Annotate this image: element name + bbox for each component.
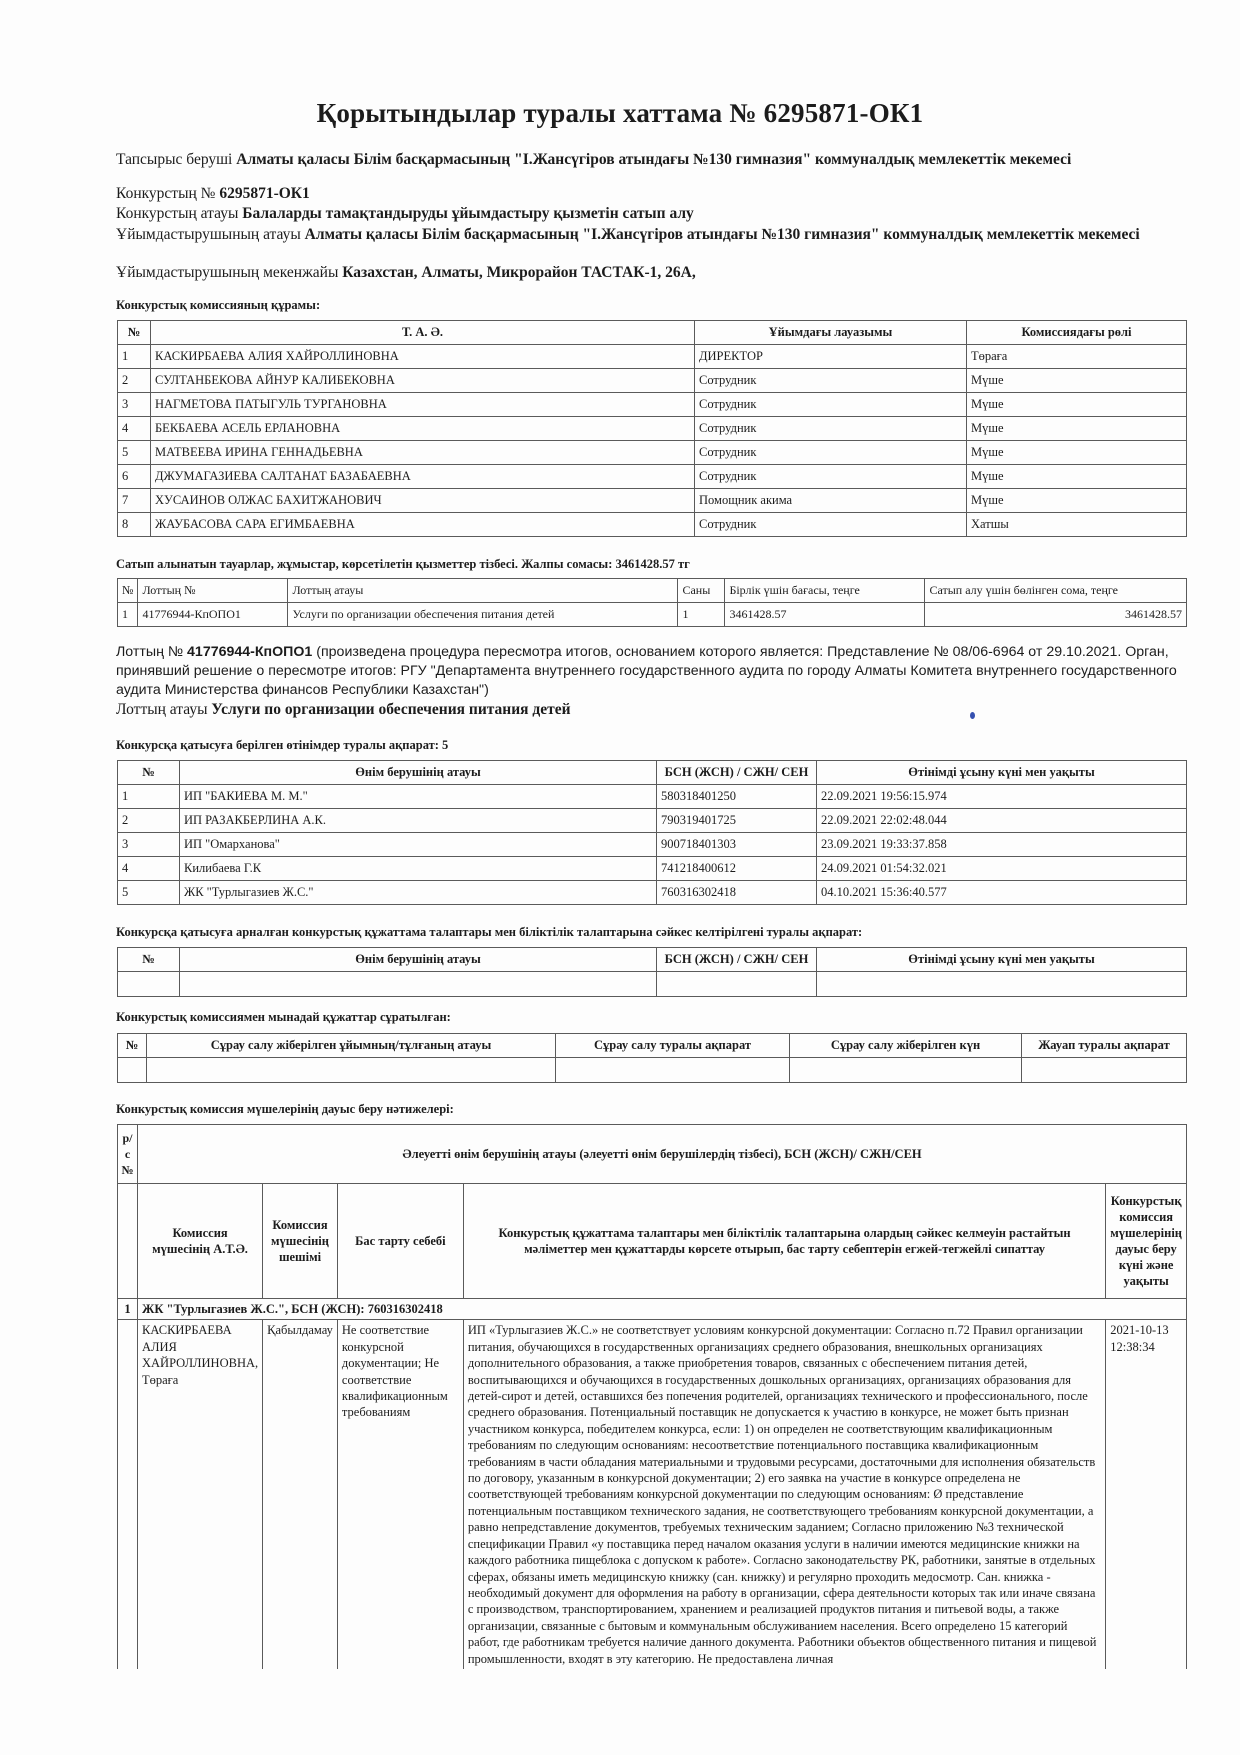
submission-datetime-header: Өтінімді ұсыну күні мен уақыты [817,761,1187,785]
commission-table [117,320,1187,537]
quantity-header: Саны [678,579,725,603]
organizer-name-value: Алматы қаласы Білім басқармасының "І.Жансүгіров атындағы №130 гимназия" коммуналдық мемлекеттік мекемесі [304,226,1140,243]
compliance-empty-row [118,972,1187,997]
vote-datetime-header: Конкурстық комиссия мүшелерінің дауыс беру күні және уақыты [1106,1184,1187,1299]
row-number: 1 [118,785,180,809]
voting-supplier-row [118,1299,1187,1320]
contest-number-line [116,185,310,203]
table-row [118,809,1187,833]
supplier-bin: 900718401303 [657,833,817,857]
member-name: ХУСАИНОВ ОЛЖАС БАХИТЖАНОВИЧ [151,489,695,513]
empty-cell [118,972,180,997]
request-date-header: Сұрау салу жіберілген күн [790,1034,1022,1058]
member-name: ЖАУБАСОВА САРА ЕГИМБАЕВНА [151,513,695,537]
row-number: 5 [118,881,180,905]
allocated-sum: 3461428.57 [925,603,1187,627]
lot-number: 41776944-КпОПО1 [138,603,288,627]
member-name-header: Комиссия мүшесінің А.Т.Ә. [137,1184,262,1299]
submission-datetime: 22.09.2021 22:02:48.044 [817,809,1187,833]
contest-name-line [116,205,694,223]
requests-header-row [118,1034,1187,1058]
lot-info [116,643,1206,700]
member-position: ДИРЕКТОР [695,345,967,369]
organizer-name-label: Ұйымдастырушының атауы [116,226,301,243]
row-number: 3 [118,833,180,857]
supplier-name-header: Өнім берушінің атауы [180,761,657,785]
submission-datetime: 23.09.2021 19:33:37.858 [817,833,1187,857]
member-position: Сотрудник [695,513,967,537]
vote-row [118,1320,1187,1669]
position-header: Ұйымдағы лауазымы [695,321,967,345]
voting-heading: Конкурстық комиссия мүшелерінің дауыс беру нәтижелері: [116,1102,454,1116]
member-name: СУЛТАНБЕКОВА АЙНУР КАЛИБЕКОВНА [151,369,695,393]
table-row [118,857,1187,881]
member-role: Мүше [967,417,1187,441]
supplier-bin: 741218400612 [657,857,817,881]
empty-cell [118,1058,147,1083]
member-role: Хатшы [967,513,1187,537]
empty-cell [1022,1058,1187,1083]
lot-number-header: Лоттың № [138,579,288,603]
member-position: Помощник акима [695,489,967,513]
vote-datetime: 2021-10-13 12:38:34 [1106,1320,1187,1669]
customer-value: Алматы қаласы Білім басқармасының "І.Жансүгіров атындағы №130 гимназия" коммуналдық мемлекеттік мекемесі [236,151,1072,168]
table-row [118,881,1187,905]
member-position: Сотрудник [695,465,967,489]
table-row [118,465,1187,489]
row-number: 1 [118,603,138,627]
organizer-address-label: Ұйымдастырушының мекенжайы [116,264,339,281]
customer-label: Тапсырыс беруші [116,151,233,168]
compliance-table [117,947,1187,997]
member-name: ДЖУМАГАЗИЕВА САЛТАНАТ БАЗАБАЕВНА [151,465,695,489]
lot-name: Услуги по организации обеспечения питания детей [288,603,678,627]
table-row [118,833,1187,857]
supplier-bin: 760316302418 [657,881,817,905]
unit-price-header: Бірлік үшін бағасы, теңге [725,579,925,603]
member-position: Сотрудник [695,417,967,441]
goods-table [117,578,1187,627]
table-row [118,417,1187,441]
member-decision: Қабылдамау [263,1320,338,1669]
number-header: № [118,1034,147,1058]
supplier-name: ЖК "Турлыгазиев Ж.С." [180,881,657,905]
commission-header-row [118,321,1187,345]
submission-datetime-header: Өтінімді ұсыну күні мен уақыты [817,948,1187,972]
table-row [118,369,1187,393]
empty-cell [180,972,657,997]
lot-name-label: Лоттың атауы [116,701,208,718]
supplier-bin: 790319401725 [657,809,817,833]
goods-header-row [118,579,1187,603]
member-role: Мүше [967,393,1187,417]
lot-name-value: Услуги по организации обеспечения питания детей [211,701,571,718]
table-row [118,441,1187,465]
table-row [118,513,1187,537]
supplier-name: ЖК "Турлыгазиев Ж.С.", БСН (ЖСН): 760316302418 [137,1299,1186,1320]
empty-cell [118,1320,138,1669]
row-number: 4 [118,417,151,441]
number-header: № [118,948,180,972]
lot-number-label: Лоттың № [116,644,184,660]
row-number-header: р/с № [118,1125,138,1184]
contest-name-value: Балаларды тамақтандыруды ұйымдастыру қызметін сатып алу [242,205,694,222]
member-decision-header: Комиссия мүшесінің шешімі [263,1184,338,1299]
row-number: 1 [118,345,151,369]
supplier-bin: 580318401250 [657,785,817,809]
row-number: 5 [118,441,151,465]
applications-table [117,760,1187,905]
member-role: Мүше [967,369,1187,393]
empty-cell [118,1184,138,1299]
applications-header-row [118,761,1187,785]
row-number: 7 [118,489,151,513]
requests-heading: Конкурстық комиссиямен мынадай құжаттар сұратылған: [116,1010,451,1024]
lot-number-value: 41776944-КпОПО1 [187,644,313,660]
allocated-sum-header: Сатып алу үшін бөлінген сома, теңге [925,579,1187,603]
table-row [118,489,1187,513]
table-row [118,345,1187,369]
member-role: Мүше [967,489,1187,513]
number-header: № [118,761,180,785]
row-number: 2 [118,369,151,393]
document-title: Қорытындылар туралы хаттама № 6295871-ОК1 [316,98,924,128]
supplier-list-header: Әлеуетті өнім берушінің атауы (әлеуетті өнім берушілердің тізбесі), БСН (ЖСН)/ СЖН/СЕН [137,1125,1186,1184]
supplier-name: ИП РАЗАКБЕРЛИНА А.К. [180,809,657,833]
row-number: 3 [118,393,151,417]
submission-datetime: 04.10.2021 15:36:40.577 [817,881,1187,905]
response-info-header: Жауап туралы ақпарат [1022,1034,1187,1058]
bin-header: БСН (ЖСН) / СЖН/ СЕН [657,948,817,972]
empty-cell [657,972,817,997]
voting-table [117,1124,1187,1669]
customer-line [116,151,1071,169]
member-position: Сотрудник [695,393,967,417]
organizer-address-line [116,264,696,282]
rejection-details-header: Конкурстық құжаттама талаптары мен біліктілік талаптарына олардың сәйкес келмеуін растайтын мәліметтер мен құжаттарды көрсете отырып, бас тарту себептерін егжей-тегжейлі сипаттау [463,1184,1105,1299]
voting-columns-row [118,1184,1187,1299]
member-role: Мүше [967,441,1187,465]
member-role: Мүше [967,465,1187,489]
compliance-heading: Конкурсқа қатысуға арналған конкурстық құжаттама талаптары мен біліктілік талаптарына сәйкес келтірілгені туралы ақпарат: [116,925,863,939]
member-name: КАСКИРБАЕВА АЛИЯ ХАЙРОЛЛИНОВНА, Төраға [137,1320,262,1669]
row-number: 4 [118,857,180,881]
row-number: 8 [118,513,151,537]
row-number: 6 [118,465,151,489]
voting-supplier-header-row [118,1125,1187,1184]
member-position: Сотрудник [695,441,967,465]
table-row [118,785,1187,809]
table-row [118,393,1187,417]
rejection-reason: Не соответствие конкурсной документации; Не соответствие квалификационным требованиям [337,1320,463,1669]
member-name: КАСКИРБАЕВА АЛИЯ ХАЙРОЛЛИНОВНА [151,345,695,369]
compliance-header-row [118,948,1187,972]
requests-table [117,1033,1187,1083]
member-role: Төраға [967,345,1187,369]
contest-name-label: Конкурстың атауы [116,205,239,222]
supplier-name: ИП "БАКИЕВА М. М." [180,785,657,809]
supplier-name-header: Өнім берушінің атауы [180,948,657,972]
submission-datetime: 22.09.2021 19:56:15.974 [817,785,1187,809]
empty-cell [147,1058,556,1083]
applications-heading: Конкурсқа қатысуға берілген өтінімдер туралы ақпарат: 5 [116,738,449,752]
lot-name-header: Лоттың атауы [288,579,678,603]
request-info-header: Сұрау салу туралы ақпарат [556,1034,790,1058]
lot-name-line [116,701,571,719]
unit-price: 3461428.57 [725,603,925,627]
rejection-reason-header: Бас тарту себебі [337,1184,463,1299]
empty-cell [817,972,1187,997]
table-row [118,603,1187,627]
lot-revision-note: (произведена процедура пересмотра итогов, основанием которого является: Представление № 08/06-6964 от 29.10.2021. Орган, принявший решение о пересмотре итогов: РГУ "Департамента внутреннего государственного аудита по городу Алматы Комитета внутреннего государственного аудита Министерства финансов Республики Казахстан") [116,644,1177,698]
bin-header: БСН (ЖСН) / СЖН/ СЕН [657,761,817,785]
goods-heading: Сатып алынатын тауарлар, жұмыстар, көрсетілетін қызметтер тізбесі. Жалпы сомасы: 3461428.57 тг [116,557,690,571]
empty-cell [556,1058,790,1083]
supplier-name: ИП "Омарханова" [180,833,657,857]
member-name: НАГМЕТОВА ПАТЫГУЛЬ ТУРГАНОВНА [151,393,695,417]
member-name: МАТВЕЕВА ИРИНА ГЕННАДЬЕВНА [151,441,695,465]
number-header: № [118,579,138,603]
number-header: № [118,321,151,345]
empty-cell [790,1058,1022,1083]
full-name-header: Т. А. Ә. [151,321,695,345]
organizer-address-value: Казахстан, Алматы, Микрорайон ТАСТАК-1, 26А, [342,264,696,281]
request-recipient-header: Сұрау салу жіберілген ұйымның/тұлғаның атауы [147,1034,556,1058]
contest-number-value: 6295871-ОК1 [219,185,310,202]
quantity: 1 [678,603,725,627]
scan-ink-mark [970,712,975,719]
row-number: 2 [118,809,180,833]
supplier-name: Килибаева Г.К [180,857,657,881]
requests-empty-row [118,1058,1187,1083]
member-position: Сотрудник [695,369,967,393]
supplier-number: 1 [118,1299,138,1320]
rejection-details: ИП «Турлыгазиев Ж.С.» не соответствует условиям конкурсной документации: Согласно п.72 Правил организации питания, обучающихся в государственных организациях среднего образования, внешкольных организациях дополнительного образования, а также приобретения товаров, связанных с обеспечением питания детей, воспитывающихся и обучающихся в государственных дошкольных организациях, организациях образования для детей-сирот и детей, оставшихся без попечения родителей, организациях технического и профессионального, после среднего образования. Потенциальный поставщик не допускается к участию в конкурсе, не может быть признан участником конкурса, победителем конкурса, если: 1) он определен не соответствующим квалификационным требованиям по следующим основаниям: несоответствие потенциального поставщика квалификационным требованиям в части обладания материальными и трудовыми ресурсами, достаточными для исполнения обязательств по договору, указанным в конкурсной документации; 2) его заявка на участие в конкурсе определена не соответствующей требованиям конкурсной документации по следующим основаниям: Ø представление потенциальным поставщиком технического задания, не соответствующего требованиям конкурсной документации, а равно непредставление документов, требуемых техническим заданием; Согласно приложению №3 технической спецификации Правил «у поставщика перед началом оказания услуги в наличии имеются медицинские книжки на каждого работника пищеблока с допуском к работе». Согласно законодательству РК, работники, занятые в отдельных сферах, обязаны иметь медицинскую книжку (сан. книжку) и регулярно проходить медосмотр. Сан. книжка - необходимый документ для оформления на работу в организации, сфера деятельности которых так или иначе связана с производством, транспортированием, хранением и реализацией продуктов питания и питьевой воды, а также организации, связанные с бытовым и коммунальным обслуживанием населения. Всего определено 15 категорий работ, где работникам требуется наличие данного документа. Работники объектов общественного питания и пищевой промышленности, входят в эту категорию. Не предоставлена личная [463,1320,1105,1669]
commission-heading: Конкурстық комиссияның құрамы: [116,298,321,312]
contest-number-label: Конкурстың № [116,185,216,202]
member-name: БЕКБАЕВА АСЕЛЬ ЕРЛАНОВНА [151,417,695,441]
submission-datetime: 24.09.2021 01:54:32.021 [817,857,1187,881]
organizer-name-line [116,225,1156,244]
role-header: Комиссиядағы рөлі [967,321,1187,345]
